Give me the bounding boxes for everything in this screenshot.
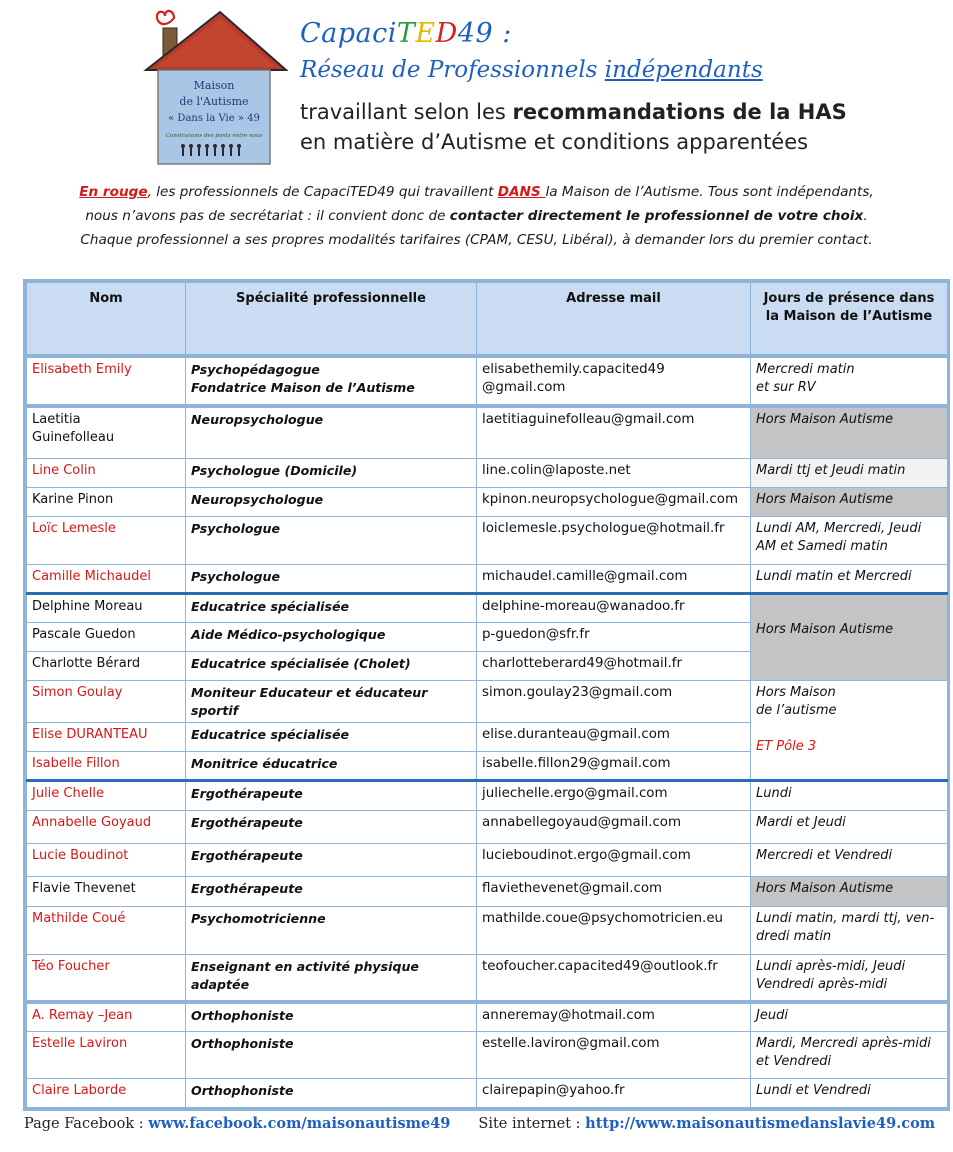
row-name: Loïc Lemesle — [27, 516, 186, 564]
row-specialty: Psychologue (Domicile) — [186, 458, 477, 487]
row-days: Lundi et Vendredi — [751, 1078, 948, 1107]
row-mail[interactable]: p-guedon@sfr.fr — [477, 622, 751, 651]
header-specialite: Spécialité professionnelle — [186, 283, 477, 357]
row-mail[interactable]: anneremay@hotmail.com — [477, 1002, 751, 1031]
row-days: Lundi — [751, 780, 948, 810]
header-nom: Nom — [27, 283, 186, 357]
svg-text:« Dans la Vie » 49: « Dans la Vie » 49 — [168, 113, 260, 124]
header-jours: Jours de présence dans la Maison de l’Autisme — [751, 283, 948, 357]
table-row — [27, 406, 948, 458]
row-name: Simon Goulay — [27, 680, 186, 722]
row-specialty: Ergothérapeute — [186, 810, 477, 843]
row-mail[interactable]: juliechelle.ergo@gmail.com — [477, 780, 751, 810]
page-subtitle: Réseau de Professionnels indépendants — [300, 57, 763, 83]
row-specialty: Ergothérapeute — [186, 876, 477, 906]
row-specialty: Neuropsychologue — [186, 487, 477, 516]
row-days: Lundi après-midi, Jeudi Vendredi après-midi — [751, 954, 948, 1002]
row-name: Téo Foucher — [27, 954, 186, 1002]
row-name: Delphine Moreau — [27, 593, 186, 622]
table-row — [27, 356, 948, 406]
row-name: Flavie Thevenet — [27, 876, 186, 906]
row-days: Mardi ttj et Jeudi matin — [751, 458, 948, 487]
intro-text: En rouge, les professionnels de CapaciTED49 qui travaillent DANS la Maison de l’Autisme. Tous sont indépendants, nous n’avons pas de secrétariat : il convient donc de contacter directement le professionnel de votre choix. Chaque professionnel a ses propres modalités tarifaires (CPAM, CESU, Libéral), à demander lors du premier contact. — [79, 184, 874, 248]
table-row — [27, 1002, 948, 1031]
row-specialty: Moniteur Educateur et éducateur sportif — [186, 680, 477, 722]
row-specialty: Neuropsychologue — [186, 406, 477, 458]
row-mail[interactable]: flaviethevenet@gmail.com — [477, 876, 751, 906]
table-row — [27, 843, 948, 876]
row-name: Lucie Boudinot — [27, 843, 186, 876]
row-days: Hors Maison Autisme — [751, 876, 948, 906]
table-row — [27, 516, 948, 564]
row-mail[interactable]: isabelle.fillon29@gmail.com — [477, 751, 751, 780]
row-mail[interactable]: estelle.laviron@gmail.com — [477, 1031, 751, 1078]
row-name: Claire Laborde — [27, 1078, 186, 1107]
row-specialty: Psychopédagogue Fondatrice Maison de l’Autisme — [186, 356, 477, 406]
table-row — [27, 1031, 948, 1078]
row-specialty: Psychomotricienne — [186, 906, 477, 954]
row-name: Elisabeth Emily — [27, 356, 186, 406]
table-header-row — [27, 283, 948, 357]
table-row — [27, 458, 948, 487]
row-specialty: Psychologue — [186, 516, 477, 564]
row-mail[interactable]: delphine-moreau@wanadoo.fr — [477, 593, 751, 622]
website-label: Site internet : — [478, 1116, 586, 1132]
row-name: Pascale Guedon — [27, 622, 186, 651]
row-mail[interactable]: mathilde.coue@psychomotricien.eu — [477, 906, 751, 954]
row-specialty: Enseignant en activité physique adaptée — [186, 954, 477, 1002]
row-mail[interactable]: elise.duranteau@gmail.com — [477, 722, 751, 751]
table-row — [27, 487, 948, 516]
table-row — [27, 680, 948, 722]
tagline-line2: en matière d’Autisme et conditions apparentées — [300, 130, 809, 154]
page-title: CapaciTED49 : — [300, 18, 512, 49]
row-mail[interactable]: loiclemesle.psychologue@hotmail.fr — [477, 516, 751, 564]
row-days: Mercredi et Vendredi — [751, 843, 948, 876]
table-row — [27, 876, 948, 906]
row-mail[interactable]: line.colin@laposte.net — [477, 458, 751, 487]
row-days: Lundi matin, mardi ttj, ven- dredi matin — [751, 906, 948, 954]
maison-autisme-logo — [138, 4, 288, 169]
svg-text:de l'Autisme: de l'Autisme — [179, 95, 249, 108]
svg-text:Construisons des ponts entre n: Construisons des ponts entre nous — [165, 133, 263, 139]
table-row — [27, 810, 948, 843]
row-mail[interactable]: elisabethemily.capacited49 @gmail.com — [477, 356, 751, 406]
row-specialty: Educatrice spécialisée (Cholet) — [186, 651, 477, 680]
row-days: Lundi matin et Mercredi — [751, 564, 948, 593]
row-specialty: Ergothérapeute — [186, 843, 477, 876]
row-name: Estelle Laviron — [27, 1031, 186, 1078]
table-row — [27, 1078, 948, 1107]
row-specialty: Orthophoniste — [186, 1002, 477, 1031]
row-name: Karine Pinon — [27, 487, 186, 516]
row-name: Annabelle Goyaud — [27, 810, 186, 843]
row-specialty: Monitrice éducatrice — [186, 751, 477, 780]
row-specialty: Educatrice spécialisée — [186, 722, 477, 751]
row-days: Jeudi — [751, 1002, 948, 1031]
row-name: Isabelle Fillon — [27, 751, 186, 780]
tagline-line1: travaillant selon les recommandations de la HAS — [300, 100, 847, 124]
row-specialty: Educatrice spécialisée — [186, 593, 477, 622]
row-name: Elise DURANTEAU — [27, 722, 186, 751]
row-mail[interactable]: michaudel.camille@gmail.com — [477, 564, 751, 593]
table-row — [27, 954, 948, 1002]
row-days: Hors Maison de l’autisme ET Pôle 3 — [751, 680, 948, 780]
row-days: Hors Maison Autisme — [751, 406, 948, 458]
table-row — [27, 906, 948, 954]
footer — [24, 1115, 944, 1132]
row-name: Laetitia Guinefolleau — [27, 406, 186, 458]
row-mail[interactable]: charlotteberard49@hotmail.fr — [477, 651, 751, 680]
row-specialty: Orthophoniste — [186, 1078, 477, 1107]
row-specialty: Psychologue — [186, 564, 477, 593]
facebook-link[interactable]: www.facebook.com/maisonautisme49 — [148, 1115, 451, 1132]
row-days: Mardi, Mercredi après-midi et Vendredi — [751, 1031, 948, 1078]
header-mail: Adresse mail — [477, 283, 751, 357]
svg-text:Maison: Maison — [193, 79, 235, 92]
row-specialty: Aide Médico-psychologique — [186, 622, 477, 651]
table-row — [27, 593, 948, 622]
professionals-table — [23, 279, 950, 1111]
facebook-label: Page Facebook : — [24, 1116, 149, 1132]
row-name: Camille Michaudel — [27, 564, 186, 593]
row-days: Mardi et Jeudi — [751, 810, 948, 843]
row-mail[interactable]: kpinon.neuropsychologue@gmail.com — [477, 487, 751, 516]
row-name: Charlotte Bérard — [27, 651, 186, 680]
website-link[interactable]: http://www.maisonautismedanslavie49.com — [585, 1115, 936, 1132]
row-days: Hors Maison Autisme — [751, 593, 948, 680]
row-name: Julie Chelle — [27, 780, 186, 810]
heart-icon — [157, 11, 174, 24]
row-specialty: Orthophoniste — [186, 1031, 477, 1078]
row-days: Lundi AM, Mercredi, Jeudi AM et Samedi matin — [751, 516, 948, 564]
row-mail[interactable]: teofoucher.capacited49@outlook.fr — [477, 954, 751, 1002]
row-name: Line Colin — [27, 458, 186, 487]
row-mail[interactable]: lucieboudinot.ergo@gmail.com — [477, 843, 751, 876]
row-mail[interactable]: laetitiaguinefolleau@gmail.com — [477, 406, 751, 458]
table-row — [27, 780, 948, 810]
table-row — [27, 564, 948, 593]
row-name: Mathilde Coué — [27, 906, 186, 954]
row-specialty: Ergothérapeute — [186, 780, 477, 810]
row-name: A. Remay –Jean — [27, 1002, 186, 1031]
row-days: Hors Maison Autisme — [751, 487, 948, 516]
row-days: Mercredi matin et sur RV — [751, 356, 948, 406]
row-mail[interactable]: annabellegoyaud@gmail.com — [477, 810, 751, 843]
row-mail[interactable]: clairepapin@yahoo.fr — [477, 1078, 751, 1107]
row-mail[interactable]: simon.goulay23@gmail.com — [477, 680, 751, 722]
